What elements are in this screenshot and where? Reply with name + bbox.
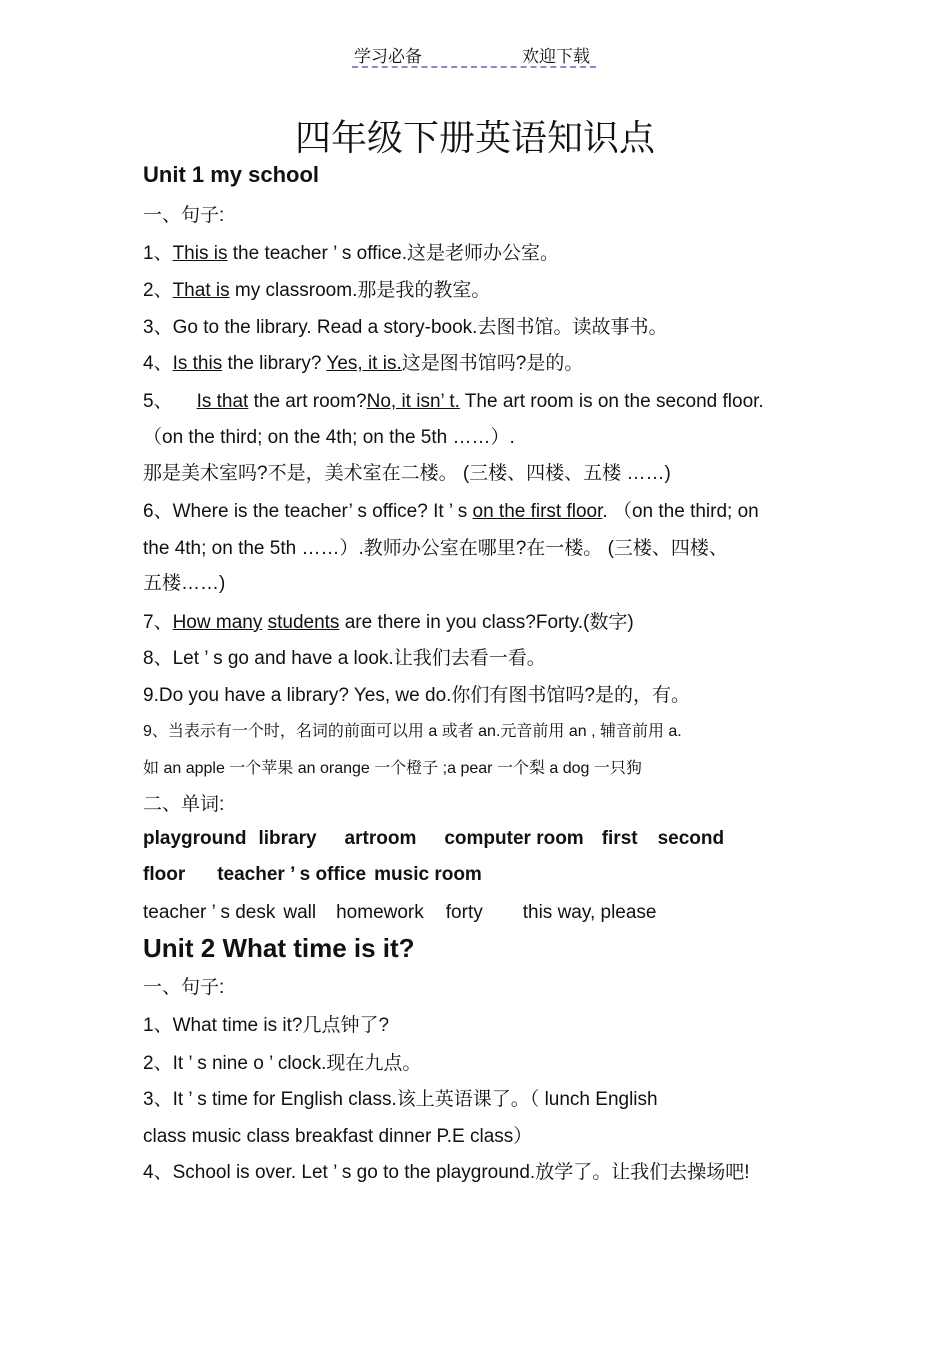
unit2-sentences-label: 一、句子: <box>143 977 225 998</box>
unit1-sentence-6-line3: 五楼……) <box>143 573 226 594</box>
unit2-heading: Unit 2 What time is it? <box>143 933 415 963</box>
unit2-sentence-3-line2: class music class breakfast dinner P.E class） <box>143 1126 533 1147</box>
unit1-sentences-label: 一、句子: <box>143 205 225 226</box>
unit2-sentence-1: 1、What time is it?几点钟了? <box>143 1015 390 1036</box>
unit1-sentence-9c: 如 an apple 一个苹果 an orange 一个橙子 ;a pear 一个梨 a dog 一只狗 <box>143 760 642 777</box>
unit1-words-line1: playground library artroom computer room first second <box>143 828 725 849</box>
unit1-sentence-1: 1、This is the teacher ’ s office.这是老师办公室。 <box>143 243 560 264</box>
unit1-heading: Unit 1 my school <box>143 162 320 187</box>
unit1-sentence-5-line2: （on the third; on the 4th; on the 5th ……）. <box>143 427 515 448</box>
unit1-sentence-6: 6、Where is the teacher’ s office? It ’ s on the first floor. （on the third; on <box>143 501 759 522</box>
header-left: 学习必备 <box>354 47 422 67</box>
unit2-sentence-2: 2、It ’ s nine o ’ clock.现在九点。 <box>143 1053 422 1074</box>
unit1-words-line2: floor teacher ’ s office music room <box>143 864 482 885</box>
unit1-sentence-9b: 9、当表示有一个时，名词的前面可以用 a 或者 an.元音前用 an , 辅音前用 a. <box>143 723 682 740</box>
unit1-sentence-4: 4、Is this the library? Yes, it is.这是图书馆吗?是的。 <box>143 353 584 374</box>
unit1-sentence-5: 5、 Is that the art room?No, it isn’ t. The art room is on the second floor. <box>143 391 764 412</box>
page-header <box>352 40 596 68</box>
header-right: 欢迎下载 <box>522 47 590 67</box>
unit1-sentence-8: 8、Let ’ s go and have a look.让我们去看一看。 <box>143 648 546 669</box>
unit1-words-label: 二、单词: <box>143 794 225 815</box>
unit1-sentence-7: 7、How many students are there in you class?Forty.(数字) <box>143 612 634 633</box>
unit1-sentence-6-line2: the 4th; on the 5th ……）.教师办公室在哪里?在一楼。 (三楼、四楼、 <box>143 538 728 559</box>
unit2-sentence-4: 4、School is over. Let ’ s go to the playground.放学了。让我们去操场吧! <box>143 1162 750 1183</box>
unit1-sentence-5-line3: 那是美术室吗?不是，美术室在二楼。 (三楼、四楼、五楼 ……) <box>143 463 671 484</box>
unit2-sentence-3: 3、It ’ s time for English class.该上英语课了。（ lunch English <box>143 1089 658 1110</box>
document-title: 四年级下册英语知识点 <box>294 118 655 159</box>
unit1-sentence-2: 2、That is my classroom.那是我的教室。 <box>143 280 491 301</box>
unit1-sentence-3: 3、Go to the library. Read a story-book.去图书馆。读故事书。 <box>143 317 668 338</box>
unit1-sentence-9a: 9.Do you have a library? Yes, we do.你们有图书馆吗?是的，有。 <box>143 685 690 706</box>
unit1-words-line3: teacher ’ s desk wall homework forty this way, please <box>143 902 657 923</box>
